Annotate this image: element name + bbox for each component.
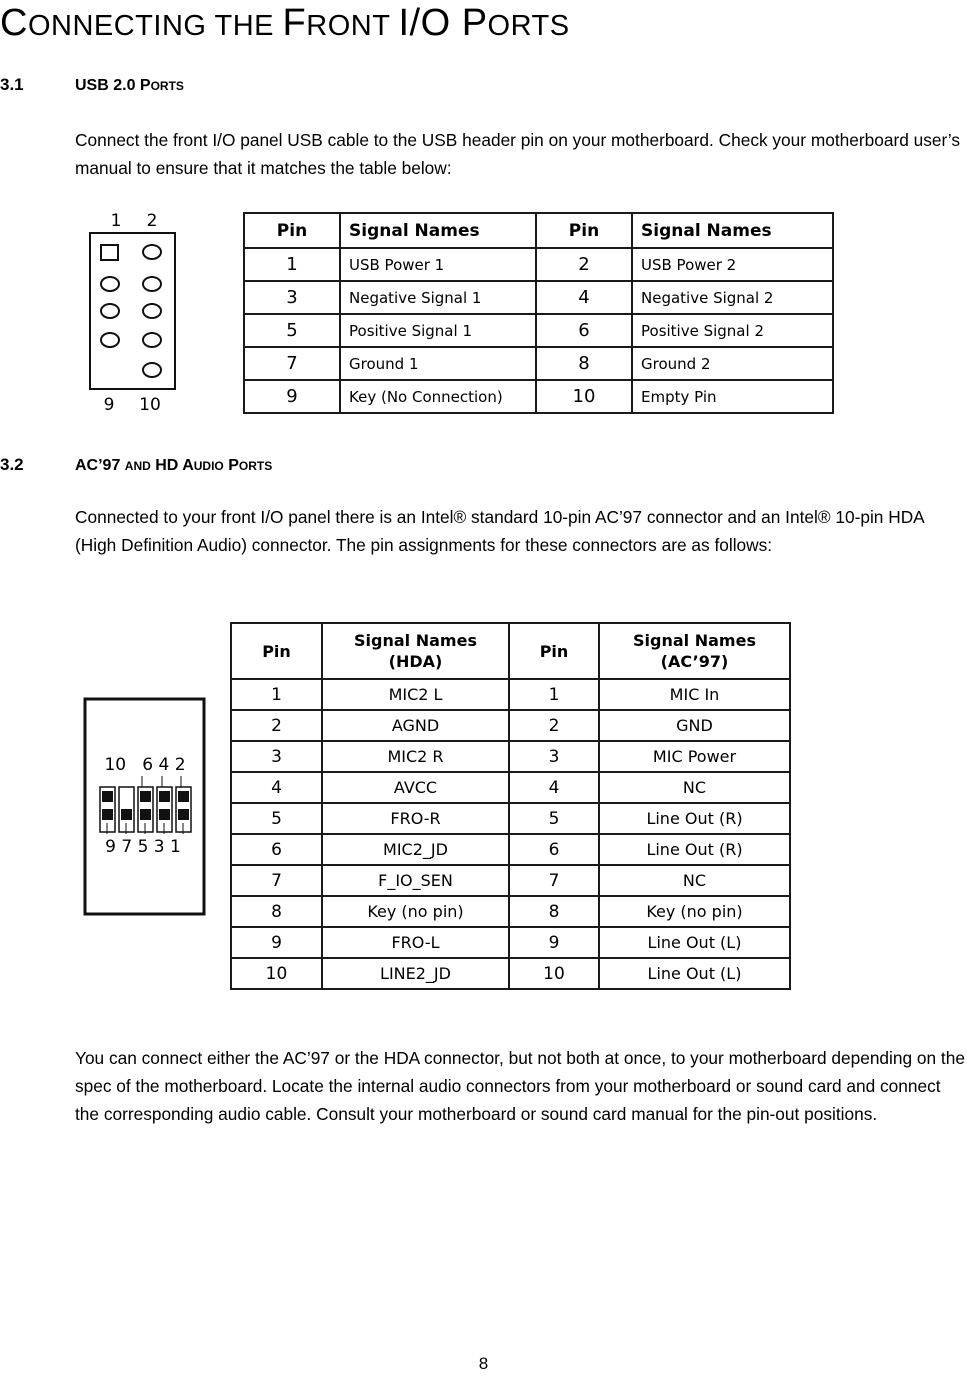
table-header-row bbox=[231, 623, 790, 679]
connector-outline bbox=[85, 699, 204, 914]
signal-cell: AVCC bbox=[322, 772, 509, 803]
pin-cell: 7 bbox=[509, 865, 599, 896]
pin-cell: 9 bbox=[231, 927, 322, 958]
signal-cell: FRO-L bbox=[322, 927, 509, 958]
column-header: Pin bbox=[231, 623, 322, 679]
signal-cell: MIC2 R bbox=[322, 741, 509, 772]
pin-circle bbox=[143, 277, 161, 291]
page-number: 8 bbox=[478, 1354, 489, 1373]
table-row bbox=[244, 248, 833, 281]
table-row bbox=[231, 865, 790, 896]
pin-cell: 9 bbox=[244, 380, 340, 413]
pin-circle bbox=[143, 245, 161, 259]
pin-cell: 1 bbox=[244, 248, 340, 281]
pin-cell: 2 bbox=[231, 710, 322, 741]
usb-pin-table bbox=[243, 212, 834, 414]
table-row bbox=[231, 710, 790, 741]
signal-cell: Negative Signal 2 bbox=[632, 281, 833, 314]
signal-cell: Key (no pin) bbox=[599, 896, 790, 927]
signal-cell: MIC In bbox=[599, 679, 790, 710]
pin-circle bbox=[143, 304, 161, 318]
table-row bbox=[231, 958, 790, 989]
column-header: Pin bbox=[509, 623, 599, 679]
table-row bbox=[244, 281, 833, 314]
signal-cell: Line Out (R) bbox=[599, 834, 790, 865]
signal-cell: MIC Power bbox=[599, 741, 790, 772]
table-row bbox=[244, 314, 833, 347]
table-row bbox=[244, 380, 833, 413]
table-header-row bbox=[244, 213, 833, 248]
audio-pin-table bbox=[230, 622, 791, 990]
table-row bbox=[231, 834, 790, 865]
pin-cell: 8 bbox=[231, 896, 322, 927]
signal-cell: Positive Signal 2 bbox=[632, 314, 833, 347]
pin-1-square bbox=[101, 245, 118, 260]
signal-cell: Positive Signal 1 bbox=[340, 314, 536, 347]
pin-cell: 6 bbox=[509, 834, 599, 865]
pin-cell: 3 bbox=[231, 741, 322, 772]
signal-cell: Ground 1 bbox=[340, 347, 536, 380]
table-row bbox=[231, 896, 790, 927]
pin-cell: 6 bbox=[536, 314, 632, 347]
pin-cell: 7 bbox=[244, 347, 340, 380]
pin-cell: 3 bbox=[509, 741, 599, 772]
column-header: Pin bbox=[244, 213, 340, 248]
signal-cell: NC bbox=[599, 865, 790, 896]
signal-cell: AGND bbox=[322, 710, 509, 741]
table-row bbox=[231, 679, 790, 710]
pin-cell: 5 bbox=[244, 314, 340, 347]
pin-labels-top: 10 6 4 2 bbox=[104, 755, 186, 775]
pin-circle bbox=[101, 333, 119, 347]
pin-label: 1 bbox=[110, 211, 122, 231]
column-header: Signal Names (AC’97) bbox=[599, 623, 790, 679]
pin-cell: 10 bbox=[509, 958, 599, 989]
signal-cell: Line Out (R) bbox=[599, 803, 790, 834]
pin-circle bbox=[143, 363, 161, 377]
table-row bbox=[231, 927, 790, 958]
section-paragraph: Connected to your front I/O panel there is an Intel® standard 10-pin AC’97 connector and an Intel® 10-pin HDA (High Definition Audio) connector. The pin assignments for these connectors are as follows: bbox=[75, 507, 924, 555]
pin-cell: 5 bbox=[509, 803, 599, 834]
signal-cell: USB Power 1 bbox=[340, 248, 536, 281]
section-title: USB 2.0 PORTS bbox=[75, 77, 184, 94]
column-header: Signal Names bbox=[632, 213, 833, 248]
page-title: CONNECTING THE FRONT I/O PORTS bbox=[0, 2, 570, 44]
signal-cell: USB Power 2 bbox=[632, 248, 833, 281]
signal-cell: Line Out (L) bbox=[599, 927, 790, 958]
table-row bbox=[231, 772, 790, 803]
pin-cell: 4 bbox=[231, 772, 322, 803]
pin-cell: 2 bbox=[509, 710, 599, 741]
signal-cell: MIC2_JD bbox=[322, 834, 509, 865]
pin-cell: 8 bbox=[536, 347, 632, 380]
signal-cell: Negative Signal 1 bbox=[340, 281, 536, 314]
section-paragraph: Connect the front I/O panel USB cable to the USB header pin on your motherboard. Check your motherboard user’s manual to ensure that it matches the table below: bbox=[75, 130, 961, 178]
closing-paragraph: You can connect either the AC’97 or the HDA connector, but not both at once, to your motherboard depending on the spec of the motherboard. Locate the internal audio connectors from your motherboard or sound card and connect the corresponding audio cable. Consult your motherboard or sound card manual for the pin-out positions. bbox=[75, 1048, 965, 1124]
pin-cell: 2 bbox=[536, 248, 632, 281]
signal-cell: NC bbox=[599, 772, 790, 803]
header-outline bbox=[90, 233, 175, 389]
signal-cell: MIC2 L bbox=[322, 679, 509, 710]
pin-cell: 3 bbox=[244, 281, 340, 314]
table-row bbox=[231, 741, 790, 772]
section-number: 3.1 bbox=[0, 75, 24, 94]
column-header: Signal Names (HDA) bbox=[322, 623, 509, 679]
signal-cell: Empty Pin bbox=[632, 380, 833, 413]
signal-cell: Key (No Connection) bbox=[340, 380, 536, 413]
pin-cell: 1 bbox=[231, 679, 322, 710]
column-header: Pin bbox=[536, 213, 632, 248]
pin-circle bbox=[143, 333, 161, 347]
signal-cell: Key (no pin) bbox=[322, 896, 509, 927]
pin-cell: 1 bbox=[509, 679, 599, 710]
pin-cell: 4 bbox=[509, 772, 599, 803]
pin-cell: 10 bbox=[536, 380, 632, 413]
table-row bbox=[231, 803, 790, 834]
pin-cell: 6 bbox=[231, 834, 322, 865]
audio-header-diagram bbox=[83, 697, 207, 917]
table-row bbox=[244, 347, 833, 380]
pin-cell: 10 bbox=[231, 958, 322, 989]
pin-cell: 9 bbox=[509, 927, 599, 958]
section-number: 3.2 bbox=[0, 455, 24, 474]
pin-cell: 8 bbox=[509, 896, 599, 927]
pin-circle bbox=[101, 304, 119, 318]
pin-label: 2 bbox=[146, 211, 158, 231]
section-title: AC’97 AND HD AUDIO PORTS bbox=[75, 457, 273, 474]
usb-header-diagram bbox=[80, 205, 190, 417]
signal-cell: LINE2_JD bbox=[322, 958, 509, 989]
signal-cell: GND bbox=[599, 710, 790, 741]
pin-label: 10 bbox=[139, 395, 161, 415]
signal-cell: F_IO_SEN bbox=[322, 865, 509, 896]
signal-cell: Ground 2 bbox=[632, 347, 833, 380]
pin-labels-bottom: 9 7 5 3 1 bbox=[105, 837, 181, 857]
column-header: Signal Names bbox=[340, 213, 536, 248]
pin-cell: 4 bbox=[536, 281, 632, 314]
signal-cell: Line Out (L) bbox=[599, 958, 790, 989]
pin-cell: 7 bbox=[231, 865, 322, 896]
signal-cell: FRO-R bbox=[322, 803, 509, 834]
pin-cell: 5 bbox=[231, 803, 322, 834]
pin-circle bbox=[101, 277, 119, 291]
pin-label: 9 bbox=[103, 395, 115, 415]
